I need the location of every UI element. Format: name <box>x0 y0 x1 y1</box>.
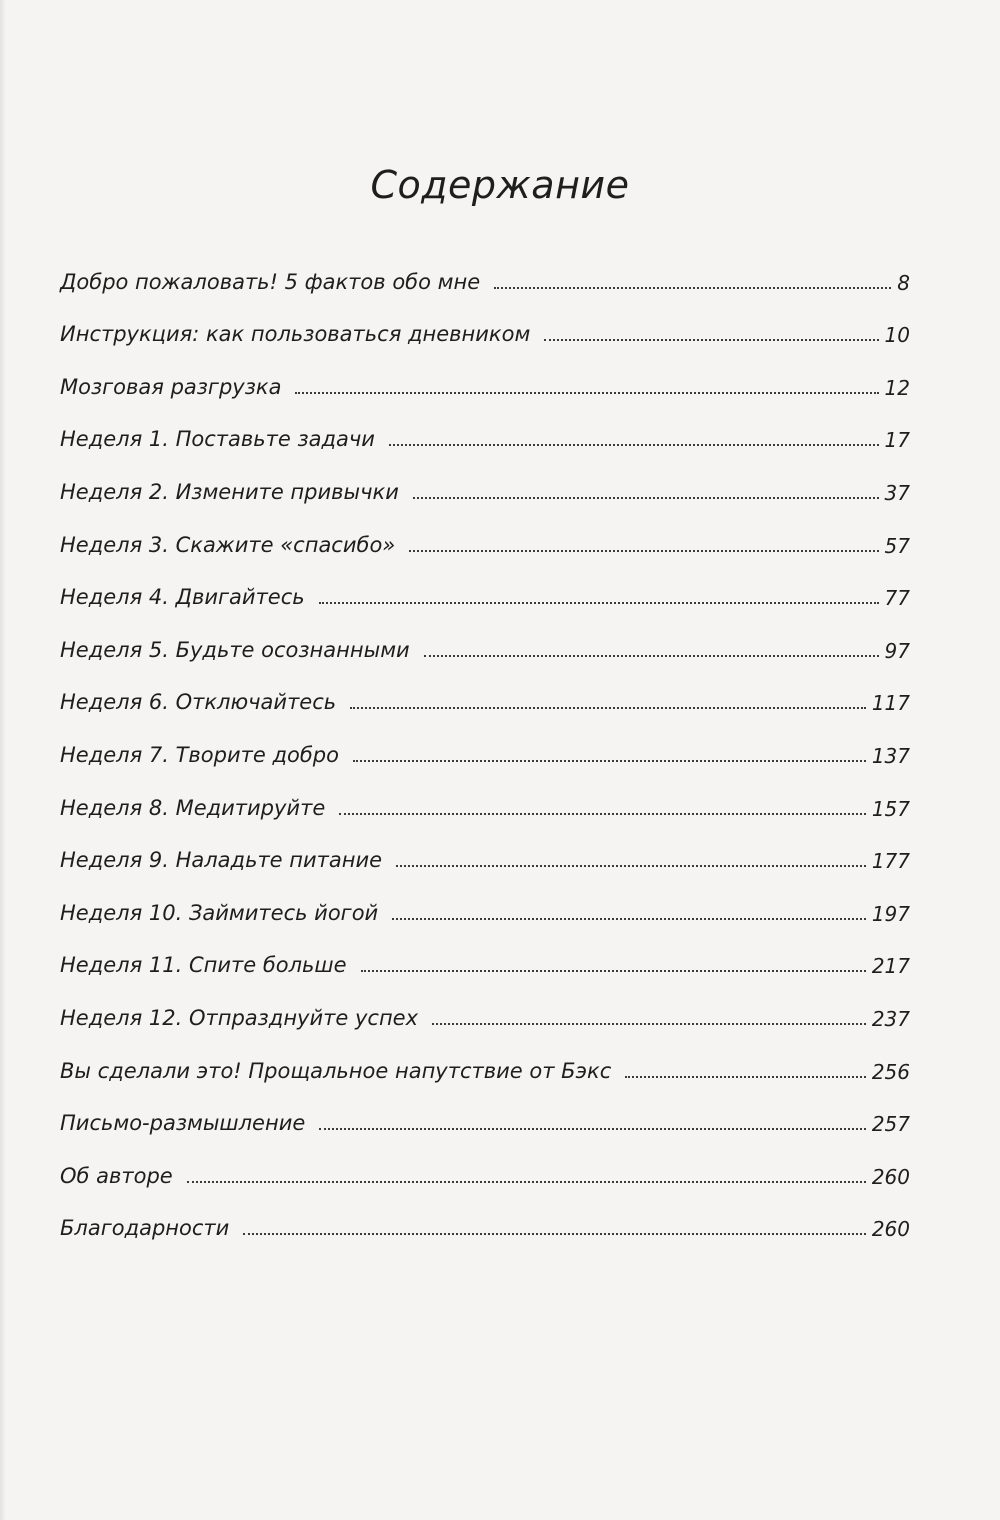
toc-entry <box>60 1142 910 1195</box>
page-edge-shadow <box>0 0 6 1520</box>
toc-entry-label: Неделя 10. Займитесь йогой <box>60 900 379 925</box>
toc-entry <box>60 827 910 880</box>
toc-entry-label: Об авторе <box>60 1163 173 1188</box>
toc-entry-page: 77 <box>884 586 910 611</box>
toc-entry-label: Неделя 11. Спите больше <box>60 953 347 978</box>
toc-entry-label: Неделя 1. Поставьте задачи <box>60 427 375 452</box>
toc-entry-page: 37 <box>884 480 910 505</box>
toc-entry-label: Неделя 9. Наладьте питание <box>60 848 383 873</box>
toc-entry-label: Вы сделали это! Прощальное напутствие от Бэкс <box>60 1058 612 1083</box>
toc-dot-leader <box>339 813 866 815</box>
toc-entry-page: 8 <box>897 270 910 295</box>
toc-entry <box>60 932 910 985</box>
toc-entry-label: Неделя 4. Двигайтесь <box>60 585 305 610</box>
toc-dot-leader <box>295 392 878 394</box>
toc-dot-leader <box>625 1076 866 1078</box>
toc-entry-label: Неделя 8. Медитируйте <box>60 795 326 820</box>
toc-entry-page: 57 <box>884 533 910 558</box>
toc-dot-leader <box>392 918 866 920</box>
toc-dot-leader <box>494 287 891 289</box>
toc-entry <box>60 1090 910 1143</box>
toc-entry-label: Инструкция: как пользоваться дневником <box>60 322 531 347</box>
toc-entry <box>60 721 910 774</box>
toc-entry <box>60 774 910 827</box>
toc-dot-leader <box>432 1023 866 1025</box>
toc-dot-leader <box>361 970 866 972</box>
toc-entry <box>60 406 910 459</box>
toc-entry <box>60 248 910 301</box>
toc-entry <box>60 1037 910 1090</box>
toc-entry-page: 260 <box>871 1217 910 1242</box>
toc-entry-page: 157 <box>871 796 910 821</box>
toc-dot-leader <box>319 1128 866 1130</box>
toc-entry-page: 177 <box>871 849 910 874</box>
table-of-contents <box>60 248 910 1247</box>
toc-dot-leader <box>409 550 878 552</box>
toc-entry-label: Добро пожаловать! 5 фактов обо мне <box>60 269 481 294</box>
toc-dot-leader <box>413 497 879 499</box>
toc-dot-leader <box>424 655 879 657</box>
toc-entry <box>60 301 910 354</box>
toc-entry-page: 237 <box>871 1006 910 1031</box>
toc-entry-label: Неделя 7. Творите добро <box>60 742 339 767</box>
toc-entry <box>60 879 910 932</box>
toc-entry <box>60 669 910 722</box>
toc-dot-leader <box>319 602 879 604</box>
toc-dot-leader <box>243 1233 866 1235</box>
toc-entry <box>60 616 910 669</box>
toc-entry-page: 257 <box>871 1112 910 1137</box>
toc-entry-label: Неделя 2. Измените привычки <box>60 479 399 504</box>
toc-entry <box>60 353 910 406</box>
toc-entry <box>60 564 910 617</box>
toc-entry <box>60 458 910 511</box>
toc-dot-leader <box>353 760 866 762</box>
toc-entry-page: 10 <box>884 323 910 348</box>
toc-entry-label: Мозговая разгрузка <box>60 374 282 399</box>
toc-entry-page: 97 <box>884 638 910 663</box>
toc-entry <box>60 1195 910 1248</box>
page-title: Содержание <box>370 163 630 208</box>
toc-entry-page: 17 <box>884 428 910 453</box>
toc-dot-leader <box>350 707 866 709</box>
toc-entry-label: Неделя 5. Будьте осознанными <box>60 637 410 662</box>
toc-dot-leader <box>544 339 878 341</box>
toc-entry-label: Неделя 3. Скажите «спасибо» <box>60 532 396 557</box>
toc-entry-label: Неделя 12. Отпразднуйте успех <box>60 1005 419 1030</box>
toc-entry-label: Благодарности <box>60 1216 230 1241</box>
toc-entry-page: 197 <box>871 901 910 926</box>
toc-entry-label: Неделя 6. Отключайтесь <box>60 690 337 715</box>
toc-entry <box>60 511 910 564</box>
toc-entry-label: Письмо-размышление <box>60 1111 306 1136</box>
toc-entry-page: 117 <box>871 691 910 716</box>
toc-entry-page: 217 <box>871 954 910 979</box>
toc-dot-leader <box>396 865 866 867</box>
toc-entry <box>60 984 910 1037</box>
toc-dot-leader <box>187 1181 866 1183</box>
toc-entry-page: 12 <box>884 375 910 400</box>
toc-entry-page: 256 <box>871 1059 910 1084</box>
toc-entry-page: 260 <box>871 1164 910 1189</box>
toc-entry-page: 137 <box>871 743 910 768</box>
toc-dot-leader <box>389 444 879 446</box>
